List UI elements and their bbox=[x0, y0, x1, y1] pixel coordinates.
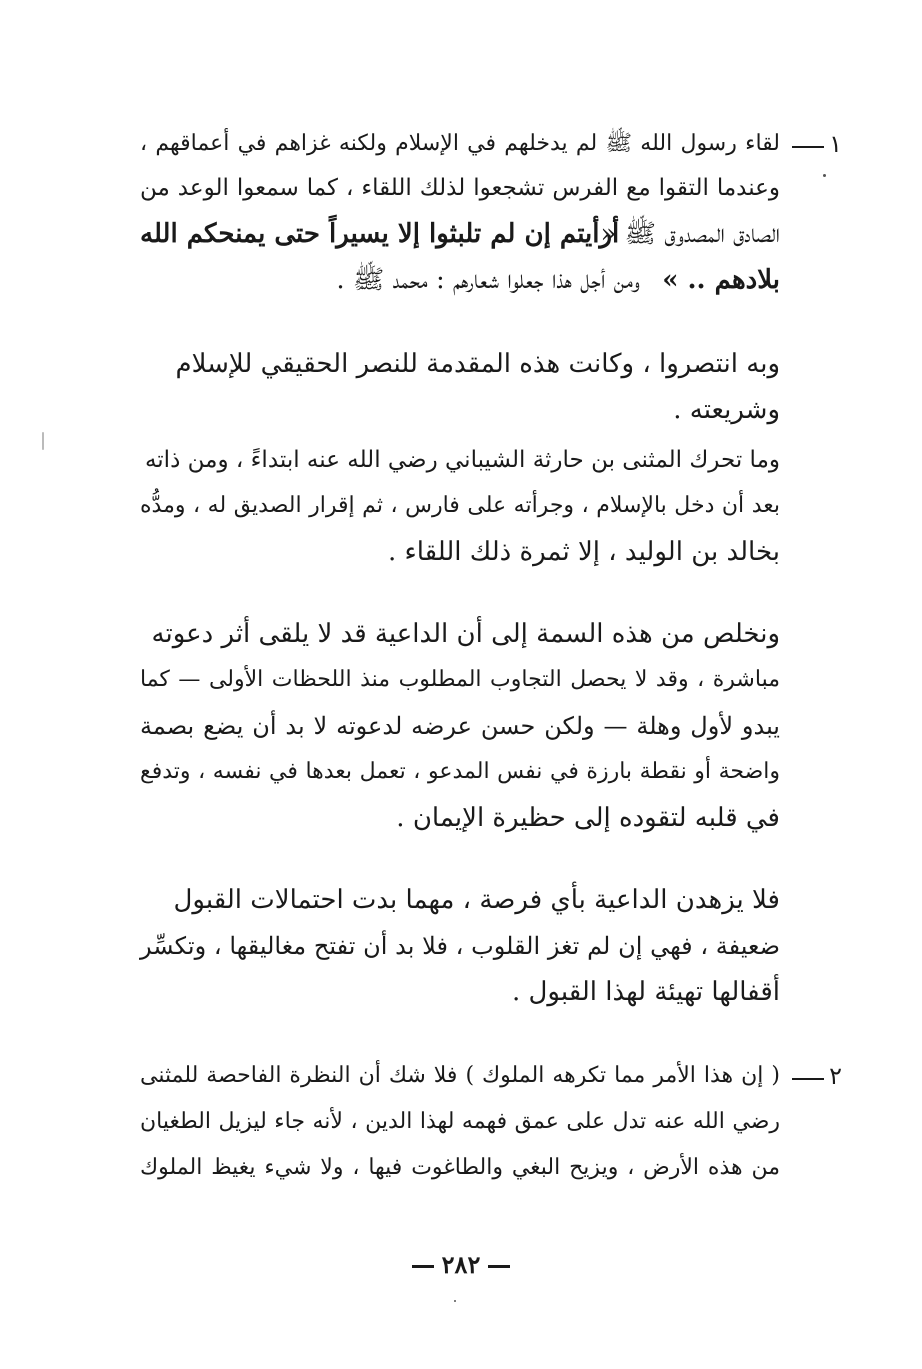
text-line: أقفالها تهيئة لهذا القبول . bbox=[512, 977, 780, 1007]
text-line: بخالد بن الوليد ، إلا ثمرة ذلك اللقاء . bbox=[387, 537, 780, 567]
text-line: ومن أجل هذا جعلوا شعارهم : محمد ﷺ . bbox=[336, 265, 640, 295]
scan-speck bbox=[42, 432, 44, 450]
text-line: ( إن هذا الأمر مما تكرهه الملوك ) فلا شك أن النظرة الفاحصة للمثنى bbox=[140, 1063, 780, 1088]
item-dash bbox=[792, 146, 824, 148]
text-line: رضي الله عنه تدل على عمق فهمه لهذا الدين ، لأنه جاء ليزيل الطغيان bbox=[140, 1109, 780, 1134]
text-line: ضعيفة ، فهي إن لم تغز القلوب ، فلا بد أن تفتح مغاليقها ، وتكسِّر bbox=[140, 932, 780, 960]
scan-speck bbox=[823, 174, 826, 177]
text-line: واضحة أو نقطة بارزة في نفس المدعو ، تعمل بعدها في نفسه ، وتدفع bbox=[140, 759, 780, 784]
text-line: في قلبه لتقوده إلى حظيرة الإيمان . bbox=[396, 803, 780, 833]
text-line: من هذه الأرض ، ويزيح البغي والطاغوت فيها ، ولا شيء يغيظ الملوك bbox=[140, 1155, 780, 1180]
bold-quote-end: بلادهم .. » bbox=[662, 265, 780, 295]
paragraph-5 bbox=[140, 878, 780, 1018]
item-dash bbox=[792, 1078, 824, 1080]
page-number bbox=[0, 1250, 922, 1279]
text-line: وعندما التقوا مع الفرس تشجعوا لذلك اللقاء ، كما سمعوا الوعد من bbox=[140, 175, 780, 201]
item-number: ٢ bbox=[829, 1062, 842, 1090]
paragraph-4 bbox=[140, 612, 780, 848]
item-number: ١ bbox=[829, 130, 842, 158]
text-line: وشريعته . bbox=[673, 395, 780, 425]
text-line: بعد أن دخل بالإسلام ، وجرأته على فارس ، ثم إقرار الصديق له ، ومدُّه bbox=[140, 493, 780, 518]
paragraph-3 bbox=[140, 438, 780, 578]
text-line: مباشرة ، وقد لا يحصل التجاوب المطلوب منذ اللحظات الأولى — كما bbox=[140, 667, 780, 692]
bold-quote: أرأيتم إن لم تلبثوا إلا يسيراً حتى يمنحكم الله bbox=[140, 219, 620, 249]
text-line: فلا يزهدن الداعية بأي فرصة ، مهما بدت احتمالات القبول bbox=[173, 885, 780, 915]
item-1-text-cont bbox=[140, 166, 780, 306]
text-line: يبدو لأول وهلة — ولكن حسن عرضه لدعوته لا بد أن يضع بصمة bbox=[140, 712, 780, 740]
item-2-text bbox=[140, 1054, 780, 1194]
text-line: ونخلص من هذه السمة إلى أن الداعية قد لا يلقى أثر دعوته bbox=[151, 619, 780, 649]
scan-speck bbox=[454, 1300, 456, 1302]
page-number-dash bbox=[488, 1265, 510, 1268]
text-line-start: الصادق المصدوق ﷺ « bbox=[600, 219, 780, 249]
text-line: وما تحرك المثنى بن حارثة الشيباني رضي الله عنه ابتداءً ، ومن ذاته bbox=[144, 447, 780, 473]
text-line: لقاء رسول الله ﷺ لم يدخلهم في الإسلام ولكنه غزاهم في أعماقهم ، bbox=[140, 131, 780, 156]
paragraph-2 bbox=[140, 342, 780, 438]
page-number-value: ٢٨٢ bbox=[441, 1250, 481, 1279]
text-line: وبه انتصروا ، وكانت هذه المقدمة للنصر الحقيقي للإسلام bbox=[175, 349, 780, 379]
page-number-dash bbox=[412, 1265, 434, 1268]
